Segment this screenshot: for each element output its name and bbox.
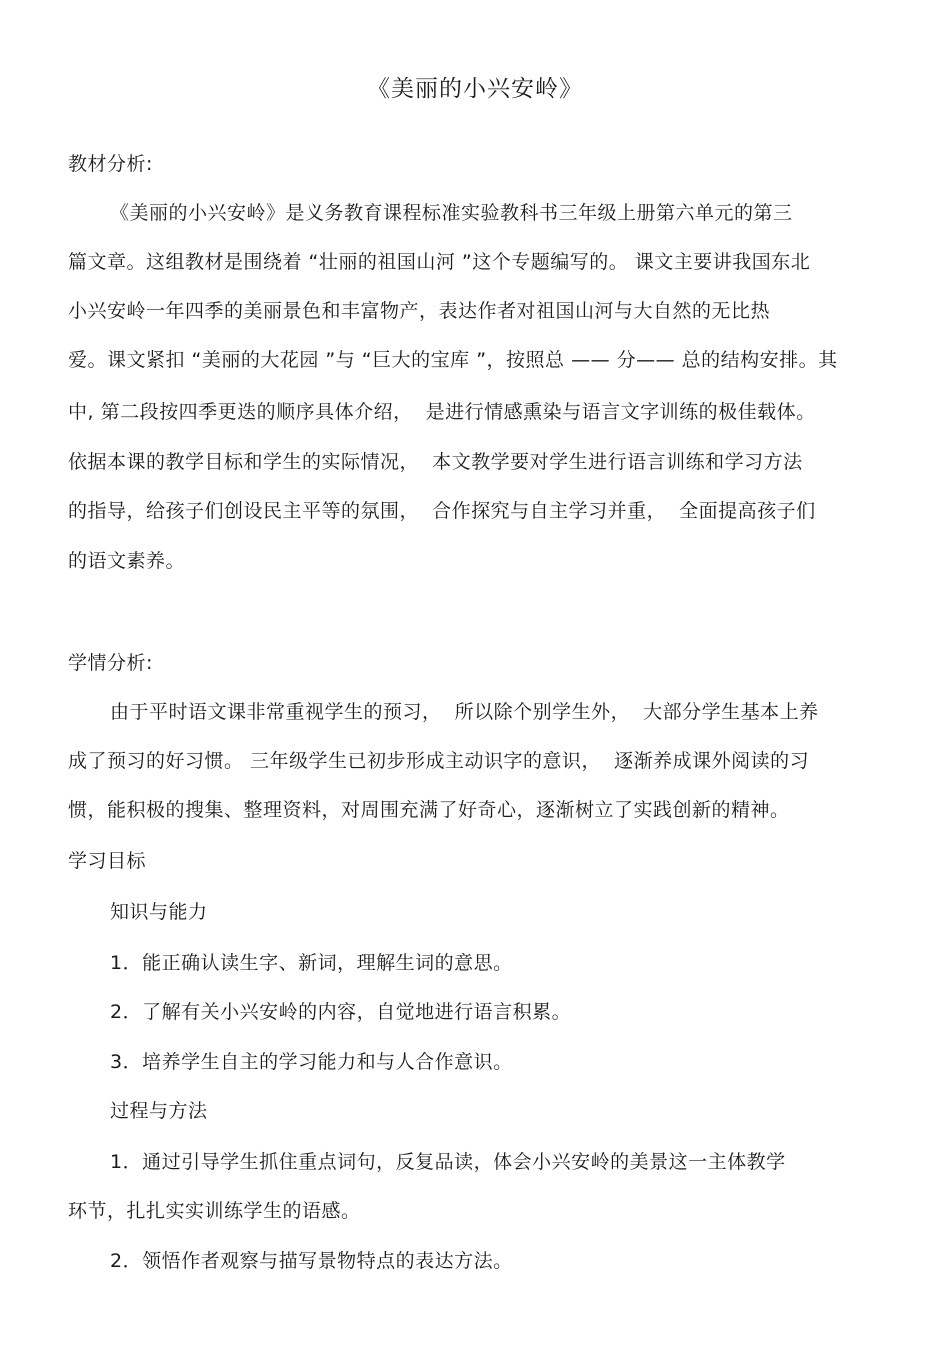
knowledge-item: 3．培养学生自主的学习能力和与人合作意识。 xyxy=(110,1051,513,1073)
student-analysis-heading: 学情分析: xyxy=(68,652,153,674)
student-line: 成了预习的好习惯。 三年级学生已初步形成主动识字的意识， 逐渐养成课外阅读的习 xyxy=(68,750,810,772)
material-line: 的语文素养。 xyxy=(68,550,186,572)
document-title: 《美丽的小兴安岭》 xyxy=(367,76,583,102)
material-line: 爱。课文紧扣 “美丽的大花园 ”与 “巨大的宝库 ”，按照总 —— 分—— 总的结构安排。其 xyxy=(68,349,838,371)
knowledge-ability-heading: 知识与能力 xyxy=(110,901,208,923)
knowledge-item: 1．能正确认读生字、新词，理解生词的意思。 xyxy=(110,952,513,974)
material-analysis-heading: 教材分析: xyxy=(68,153,153,175)
material-line: 依据本课的教学目标和学生的实际情况， 本文教学要对学生进行语言训练和学习方法 xyxy=(68,451,803,473)
process-method-heading: 过程与方法 xyxy=(110,1100,208,1122)
process-item: 2．领悟作者观察与描写景物特点的表达方法。 xyxy=(110,1250,513,1272)
student-line: 由于平时语文课非常重视学生的预习， 所以除个别学生外， 大部分学生基本上养 xyxy=(110,701,819,723)
student-line: 惯，能积极的搜集、整理资料，对周围充满了好奇心，逐渐树立了实践创新的精神。 xyxy=(68,799,790,821)
learning-goals-heading: 学习目标 xyxy=(68,850,147,872)
process-item-continuation: 环节，扎扎实实训练学生的语感。 xyxy=(68,1200,361,1222)
material-line: 小兴安岭一年四季的美丽景色和丰富物产，表达作者对祖国山河与大自然的无比热 xyxy=(68,300,771,322)
material-line: 中, 第二段按四季更迭的顺序具体介绍， 是进行情感熏染与语言文字训练的极佳载体。 xyxy=(68,401,816,423)
material-line: 《美丽的小兴安岭》是义务教育课程标准实验教科书三年级上册第六单元的第三 xyxy=(110,202,793,224)
material-line: 篇文章。这组教材是围绕着 “壮丽的祖国山河 ”这个专题编写的。 课文主要讲我国东北 xyxy=(68,251,811,273)
knowledge-item: 2．了解有关小兴安岭的内容，自觉地进行语言积累。 xyxy=(110,1001,572,1023)
material-line: 的指导，给孩子们创设民主平等的氛围， 合作探究与自主学习并重， 全面提高孩子们 xyxy=(68,500,816,522)
process-item: 1．通过引导学生抓住重点词句，反复品读，体会小兴安岭的美景这一主体教学 xyxy=(110,1151,786,1173)
